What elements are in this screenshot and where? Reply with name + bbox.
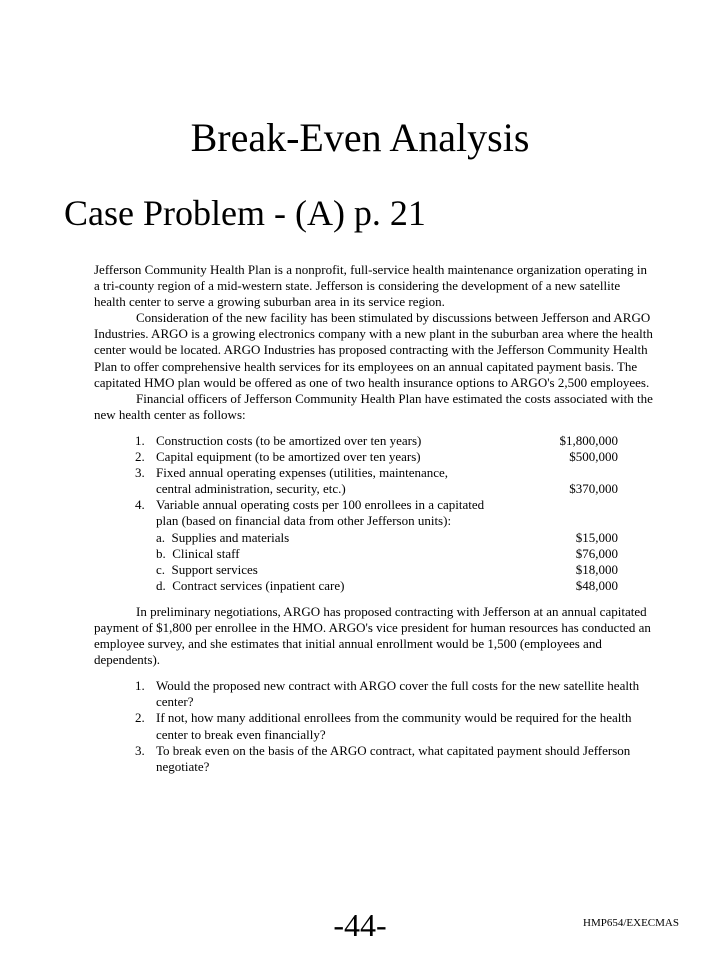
item-number: 3.: [135, 465, 145, 481]
intro-paragraph: Jefferson Community Health Plan is a nonprofit, full-service health maintenance organization operating in a tri-county region of a mid-western state. Jefferson is considering the development of a new satellite health center to serve a growing suburban area in its service region.: [94, 262, 647, 310]
page-title: Break-Even Analysis: [190, 115, 530, 160]
item-label: Variable annual operating costs per 100 enrollees in a capitated plan (based on financial data from other Jefferson units):: [156, 497, 485, 529]
item-amount: $18,000: [575, 561, 618, 577]
background-paragraph: Consideration of the new facility has been stimulated by discussions between Jefferson and ARGO Industries. ARGO is a growing electronics company with a new plant in the suburban area where the health center would be located. ARGO Industries has proposed contracting with the Jefferson Community Health Plan to offer comprehensive health services for its employees on an annual capitated payment basis. The capitated HMO plan would be offered as one of two health insurance options to ARGO's 2,500 employees.: [94, 310, 653, 390]
item-number: 2.: [135, 710, 145, 726]
item-text: To break even on the basis of the ARGO contract, what capitated payment should Jefferson negotiate?: [156, 742, 631, 774]
costs-intro-paragraph: Financial officers of Jefferson Community Health Plan have estimated the costs associated with the new health center as follows:: [94, 390, 653, 422]
page-subtitle: Case Problem - (A) p. 21: [64, 193, 426, 233]
item-text: If not, how many additional enrollees from the community would be required for the health center to break even financially?: [156, 710, 632, 742]
item-letter: a.: [156, 529, 166, 545]
item-number: 2.: [135, 449, 145, 465]
item-label: Capital equipment (to be amortized over ten years): [156, 449, 421, 465]
case-text: [94, 262, 654, 775]
question-list: [94, 678, 654, 775]
item-label: Clinical staff: [172, 545, 240, 561]
item-amount: $76,000: [575, 545, 618, 561]
item-label: Fixed annual operating expenses (utilities, maintenance,: [156, 465, 449, 481]
cost-list: [94, 433, 654, 530]
list-item: [94, 562, 654, 578]
item-label: Supplies and materials: [171, 529, 290, 545]
list-item: [94, 465, 654, 497]
item-number: 3.: [135, 742, 145, 758]
item-amount: $370,000: [569, 481, 618, 497]
list-item: [94, 433, 654, 449]
page-number: -44-: [333, 907, 387, 943]
list-item: [94, 497, 654, 529]
negotiation-paragraph: In preliminary negotiations, ARGO has proposed contracting with Jefferson at an annual capitated payment of $1,800 per enrollee in the HMO. ARGO's vice president for human resources has conducted an employee survey, and she estimates that initial annual enrollment would be 1,500 (employees and dependents).: [94, 603, 651, 668]
item-text: Would the proposed new contract with ARGO cover the full costs for the new satellite health center?: [156, 678, 640, 710]
item-amount: $48,000: [575, 577, 618, 593]
list-item: [94, 546, 654, 562]
item-letter: d.: [156, 577, 166, 593]
list-item: [94, 449, 654, 465]
course-code: HMP654/EXECMAS: [583, 917, 679, 929]
item-letter: b.: [156, 545, 166, 561]
list-item: [94, 710, 654, 742]
list-item: [94, 743, 654, 775]
item-number: 1.: [135, 678, 145, 694]
list-item: [94, 678, 654, 710]
item-label-cont: central administration, security, etc.): [156, 481, 346, 497]
list-item: [94, 530, 654, 546]
item-amount: $500,000: [569, 449, 618, 465]
item-number: 4.: [135, 497, 145, 513]
item-amount: $1,800,000: [559, 432, 618, 448]
item-label: Construction costs (to be amortized over ten years): [156, 432, 422, 448]
item-label: Support services: [171, 561, 258, 577]
list-item: [94, 578, 654, 594]
item-label: Contract services (inpatient care): [172, 577, 345, 593]
item-letter: c.: [156, 561, 166, 577]
variable-cost-list: [94, 530, 654, 594]
item-number: 1.: [135, 432, 145, 448]
item-amount: $15,000: [575, 529, 618, 545]
